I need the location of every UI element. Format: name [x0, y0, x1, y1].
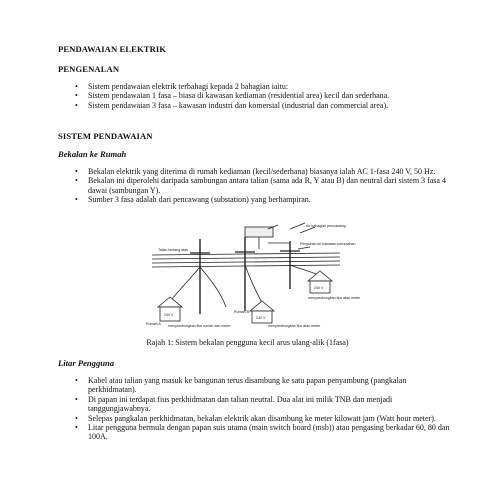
label-right-meter: menyambungkan fius atau meter: [308, 296, 360, 300]
document-title: PENDAWAIAN ELEKTRIK: [58, 44, 167, 54]
bullet-icon: •: [75, 82, 78, 91]
bullet-icon: •: [75, 167, 78, 176]
bullet-icon: •: [75, 423, 78, 433]
list-item: • Bekalan elektrik yang diterima di rumah kediaman (kecil/sederhana) biasanya ialah AC 1-fasa 240 V, 50 Hz.: [75, 167, 436, 176]
list-bekalan: [58, 167, 453, 205]
list-item: • Bekalan ini diperolehi daripada sambungan antara talian (sama ada R, Y atau B) dan neutral dari sistem 3 fasa 4 dawai (sambungan Y).: [75, 176, 446, 195]
heading-sistem: SISTEM PENDAWAIAN: [58, 131, 153, 141]
bullet-icon: •: [75, 176, 78, 186]
list-item: • Kabel atau talian yang masuk ke bangunan terus disambung ke satu papan penyambung (pangkalan perkhidmatan).: [75, 376, 407, 395]
list-item: • Sistem pendawaian elektrik terbahagi kepada 2 bahagian iaitu:: [75, 82, 289, 91]
list-pengenalan: [58, 82, 453, 110]
figure-caption: Rajah 1: Sistem bekalan pengguna kecil arus ulang-alik (1fasa): [146, 338, 349, 347]
label-pengubah: Pengubah ke kawasan perumahan: [300, 242, 356, 246]
label-talian: Talian kedang atas: [158, 248, 188, 252]
label-rumah-a: Rumah A: [146, 322, 161, 326]
heading-pengenalan: PENGENALAN: [58, 64, 120, 74]
list-litar: [58, 376, 453, 442]
label-pencawang: Ke bahagian pencawang: [306, 224, 346, 228]
bullet-icon: •: [75, 394, 78, 404]
list-item: • Litar pengguna bermula dengan papan suis utama (main switch board (msb)) atau pengasing berkadar 60, 80 dan 100A.: [75, 423, 450, 442]
bullet-icon: •: [75, 195, 78, 205]
label-house-voltage: 240 V: [256, 316, 266, 320]
house-icon: [158, 297, 182, 307]
list-item: • Sumber 3 fasa adalah dari pencawang (substation) yang berhampiran.: [75, 195, 311, 205]
bullet-icon: •: [75, 100, 78, 110]
list-item: • Di papan ini terdapat fius perkhidmatan dan talian neutral. Dua alat ini milik TNB dan menjadi tanggungjawabnya.: [75, 394, 393, 414]
label-rumah-b: Rumah B: [234, 310, 249, 314]
list-item: • Sistem pendawaian 3 fasa – kawasan industri dan komersial (industrial dan commercial area).: [75, 100, 389, 110]
list-item: • Selepas pangkalan perkhidmatan, bekalan elektrik akan disambung ke meter kilowatt jam (Watt hour meter).: [75, 413, 436, 423]
house-icon: [250, 301, 274, 311]
label-bottom-left: menyambungkan fius rumah dan meter: [168, 324, 231, 328]
supply-diagram: [140, 219, 360, 329]
bullet-icon: •: [75, 91, 78, 101]
bullet-icon: •: [75, 376, 78, 385]
list-item: • Sistem pendawaian 1 fasa – biasa di kawasan kediaman (residential area) kecil dan sederhana.: [75, 91, 390, 101]
label-bottom-mid: menyambungkan fius atau meter: [268, 324, 321, 328]
bullet-icon: •: [75, 413, 78, 423]
label-house-voltage: 240 V: [164, 313, 174, 317]
label-house-voltage: 240 V: [314, 286, 324, 290]
subheading-bekalan: Bekalan ke Rumah: [58, 149, 127, 159]
subheading-litar: Litar Pengguna: [58, 358, 115, 368]
